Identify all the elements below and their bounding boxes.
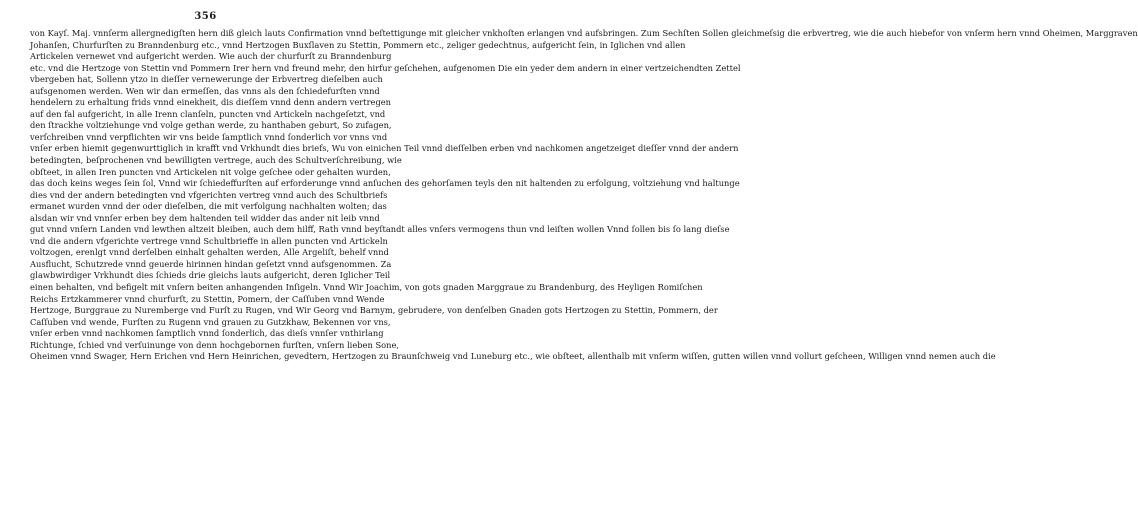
text-line: verſchreiben vnnd verpflichten wir vns beide ſamptlich vnnd ſonderlich vor vnns vnd: [30, 131, 388, 142]
text-line: Ausflucht, Schutzrede vnnd geuerde hirinnen hindan geſetzt vnnd aufsgenommen. Za: [30, 258, 392, 269]
text-line: Hertzoge, Burggraue zu Nuremberge vnd Furſt zu Rugen, vnd Wir Georg vnd Barnym, gebrudere, von denſelben Gnaden gots Hertzogen zu Stettin, Pommern, der: [30, 305, 718, 316]
text-line: alsdan wir vnd vnnſer erben bey dem haltenden teil widder das ander nit leib vnnd: [30, 212, 380, 223]
text-line: Johanſen, Churfurſten zu Branndenburg etc., vnnd Hertzogen Buxſlaven zu Stettin, Pommern etc., zeliger gedechtnus, aufgericht ſein, in Iglichen vnd allen: [30, 39, 686, 50]
text-line: Caſſuben vnd wende, Furſten zu Rugenn vnd grauen zu Gutzkhaw, Bekennen vor vns,: [30, 316, 391, 327]
text-line: aufsgenomen werden. Wen wir dan ermeſſen, das vnns als den ſchiedefurſten vnnd: [30, 85, 380, 96]
text-line: etc. vnd die Hertzoge von Stettin vnd Pommern Irer hern vnd freund mehr, den hirfur geſchehen, aufgenomen Die ein yeder dem andern in einer vertzeichendten Zettel: [30, 62, 741, 73]
text-line: dies vnd der andern betedingten vnd vfgerichten vertreg vnnd auch des Schultbriefs: [30, 189, 388, 200]
text-line: einen behalten, vnd befigelt mit vnſern beiten anhangenden Inſigeln. Vnnd Wir Joachim, von gots gnaden Marggraue zu Brandenburg, des Heyligen Romiſchen: [30, 282, 703, 293]
text-line: glawbwirdiger Vrkhundt dies ſchieds drie gleichs lauts aufgericht, deren Iglicher Teil: [30, 270, 391, 281]
text-line: von Kayſ. Maj. vnnſerm allergnedigſten hern diß gleich lauts Confirmation vnnd beſtettigunge mit gleicher vnkhoſten erlangen vnd aufsbringen. Zum Sechſten Sollen gleichmeſsig die erbvertreg, wie die auch hiebefor von vnſerm hern vnnd Oheimen, Marggraven: [30, 28, 1138, 38]
text-line: Artickelen vernewet vnd aufgericht werden. Wie auch der churfurſt zu Branndenburg: [30, 51, 392, 62]
text-line: ermanet wurden vnnd der oder dieſelben, die mit verfolgung nachhalten wolten; das: [30, 201, 387, 212]
text-line: vnſer erben hiemit gegenwurttiglich in krafft vnd Vrkhundt dies briefs, Wu von einichen Teil vnnd dieſſelben erben vnd nachkomen angetzeiget dieſſer vnnd der andern: [30, 143, 739, 154]
text-line: auf den fal aufgericht, in alle Irenn clanſeln, puncten vnd Artickeln nachgeſetzt, vnd: [30, 108, 386, 119]
text-line: vnſer erben vnnd nachkomen ſamptlich vnnd ſonderlich, das dieſs vnnſer vnthirlang: [30, 328, 384, 339]
text-line: den ſtrackhe voltziehunge vnd volge gethan werde, zu hanthaben geburt, So zufagen,: [30, 120, 392, 131]
text-line: vbergeben hat, Sollenn ytzo in dieſſer vernewerunge der Erbvertreg dieſelben auch: [30, 74, 383, 85]
text-line: Richtunge, ſchied vnd verſuinunge von denn hochgebornen furſten, vnſern lieben Sone,: [30, 339, 400, 350]
text-line: voltzogen, erenlgt vnnd derſelben einhalt gehalten werden, Alle Argeliſt, behelf vnnd: [30, 247, 389, 258]
body-text: [30, 28, 1138, 363]
text-line: gut vnnd vnſern Landen vnd lewthen altzeit bleiben, auch dem hilff, Rath vnnd beyſtandt alles vnſers vermogens thun vnd leiſten wollen Vnnd ſollen bis ſo lang dieſse: [30, 224, 730, 235]
text-line: vnd die andern vfgerichte vertrege vnnd Schultbrieffe in allen puncten vnd Artickeln: [30, 235, 388, 246]
text-line: Reichs Ertzkammerer vnnd churfurſt, zu Stettin, Pomern, der Caſſuben vnnd Wende: [30, 293, 385, 304]
text-line: Oheimen vnnd Swager, Hern Erichen vnd Hern Heinrichen, gevedtern, Hertzogen zu Braunſchweig vnd Luneburg etc., wie obſteet, allenthalb mit vnſerm wiſſen, gutten willen vnnd vollurt geſcheen, Willigen vnnd nemen auch die: [30, 351, 996, 362]
text-line: obſteet, in allen Iren puncten vnd Artickelen nit volge geſchee oder gehalten wurden,: [30, 166, 391, 177]
text-line: hendelern zu erhaltung frids vnnd einekheit, dis dieſſem vnnd denn andern vertregen: [30, 97, 392, 108]
text-line: betedingten, beſprochenen vnd bewilligten vertrege, auch des Schultverſchreibung, wie: [30, 155, 402, 166]
page-number: 356: [194, 11, 217, 22]
text-line: das doch keins weges ſein ſol, Vnnd wir ſchiedeffurſten auf erforderunge vnnd anſuchen des gehorſamen teyls den nit haltenden zu erfolgung, voltziehung vnd haltunge: [30, 178, 740, 189]
